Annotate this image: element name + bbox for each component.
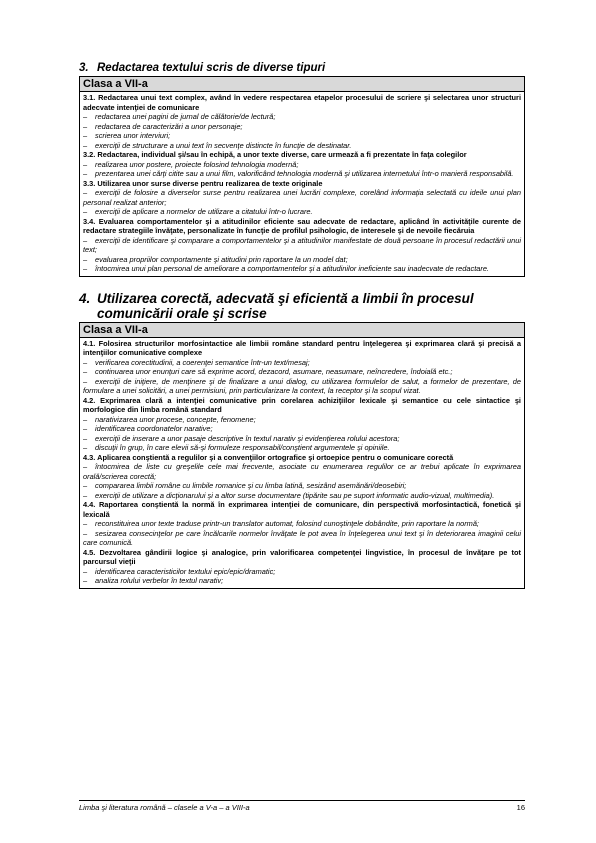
bullet-dash: – (83, 424, 88, 433)
bullet-dash: – (83, 131, 88, 140)
footer-title: Limba şi literatura română – clasele a V-a – a VIII-a (79, 803, 250, 812)
list-item-text: discuţii în grup, în care elevii să-şi formuleze responsabil/conştient argumentele şi opiniile. (95, 443, 390, 452)
list-item-text: evaluarea propriilor comportamente şi atitudini prin raportare la un model dat; (95, 254, 348, 264)
list-item (83, 443, 521, 453)
list-item-text: reconstituirea unor texte traduse printr-un translator automat, folosind cunoştinţele dobândite, prin raportare la normă; (95, 519, 479, 528)
bullet-dash: – (83, 264, 88, 273)
section-3-box (79, 76, 525, 277)
bullet-dash: – (83, 367, 88, 376)
competency-title: 4.2. Exprimarea clară a intenţiei comunicative prin corelarea achiziţiilor lexicale şi semantice cu cele sintactice şi morfologice din limba română standard (83, 395, 521, 414)
list-item-text: sesizarea consecinţelor pe care încălcarile normelor învăţate le pot avea în înţelegerea unui text şi în deteriorarea imaginii celui care comunică. (83, 528, 521, 547)
list-item (83, 367, 521, 377)
bullet-dash: – (83, 414, 88, 424)
bullet-dash: – (83, 528, 88, 538)
list-item (83, 160, 521, 170)
bullet-dash: – (83, 443, 88, 452)
competency-title: 4.4. Raportarea conştientă la normă în exprimarea intenţiei de comunicare, din perspectivă morfosintactică, fonetică şi lexicală (83, 500, 521, 519)
page-number: 16 (516, 803, 525, 812)
list-item-text: scrierea unor interviuri; (95, 131, 171, 140)
list-item-text: identificarea coordonatelor narative; (95, 424, 213, 433)
list-item (83, 169, 521, 179)
list-item (83, 188, 521, 207)
bullet-dash: – (83, 357, 88, 367)
list-item (83, 424, 521, 434)
bullet-dash: – (83, 490, 88, 500)
bullet-dash: – (83, 235, 88, 245)
bullet-dash: – (83, 140, 88, 150)
list-item-text: narativizarea unor procese, concepte, fenomene; (95, 414, 256, 424)
list-item (83, 377, 521, 396)
bullet-dash: – (83, 121, 88, 131)
list-item-text: identificarea caracteristicilor textului epic/epic/dramatic; (95, 566, 276, 576)
list-item-text: verificarea corectitudinii, a coerenţei semantice într-un text/mesaj; (95, 357, 310, 367)
list-item-text: analiza rolului verbelor în textul narativ; (95, 576, 224, 585)
section-4-heading: Utilizarea corectă, adecvată şi eficientă a limbii în procesul comunicării orale şi scrise (97, 290, 474, 321)
list-item-text: realizarea unor postere, proiecte folosind tehnologia modernă; (95, 159, 299, 169)
section-3-heading: Redactarea textului scris de diverse tipuri (97, 62, 326, 74)
section-4-body (80, 338, 524, 588)
bullet-dash: – (83, 481, 88, 490)
document-page (79, 62, 525, 603)
competency-title: 4.1. Folosirea structurilor morfosintactice ale limbii române standard pentru înţelegerea şi exprimarea clară şi precisă a intenţiilor comunicative complexe (83, 338, 521, 357)
list-item-text: compararea limbii române cu limbile romanice şi cu limba latină, sesizând asemănări/deosebiri; (95, 481, 407, 490)
list-item (83, 576, 521, 586)
bullet-dash: – (83, 433, 88, 443)
bullet-dash: – (83, 254, 88, 264)
list-item (83, 529, 521, 548)
bullet-dash: – (83, 112, 88, 121)
page-footer (79, 800, 525, 812)
competency-title: 3.3. Utilizarea unor surse diverse pentru realizarea de texte originale (83, 178, 323, 188)
competency-title: 3.2. Redactarea, individual şi/sau în echipă, a unor texte diverse, care urmează a fi prezentate în faţa colegilor (83, 150, 467, 159)
list-item (83, 434, 521, 444)
list-item-text: exerciţii de utilizare a dicţionarului şi a altor surse documentare (tipărite sau pe suport informatic audio-vizual, multimedia). (95, 490, 495, 500)
list-item-text: exerciţii de folosire a diverselor surse pentru realizarea unei lucrări complexe, corelând informaţia selectată cu ideile unui plan personal realizat anterior; (83, 188, 521, 207)
list-item (83, 131, 521, 141)
bullet-dash: – (83, 188, 88, 197)
list-item (83, 519, 521, 529)
bullet-dash: – (83, 576, 88, 585)
section-4-number: 4. (79, 290, 91, 306)
list-item (83, 122, 521, 132)
list-item (83, 236, 521, 255)
bullet-dash: – (83, 159, 88, 169)
list-item-text: redactarea de caracterizări a unor personaje; (95, 121, 243, 131)
list-item (83, 358, 521, 368)
list-item-text: exerciţii de identificare şi comparare a comportamentelor şi a atitudinilor manifestate de două persoane în procesul redactării unui text; (83, 235, 521, 254)
section-4-title (79, 291, 525, 321)
section-4-class-label: Clasa a VII-a (80, 323, 524, 338)
list-item-text: exerciţii de structurare a unui text în secvenţe distincte în funcţie de destinatar. (95, 140, 352, 150)
competency-title: 4.5. Dezvoltarea gândirii logice şi analogice, prin valorificarea competenţei lingvistice, în procesul de învăţare pe tot parcursul vieţii (83, 547, 521, 566)
list-item (83, 255, 521, 265)
section-4-box (79, 322, 525, 589)
bullet-dash: – (83, 566, 88, 576)
list-item (83, 112, 521, 122)
list-item (83, 462, 521, 481)
section-3-class-label: Clasa a VII-a (80, 77, 524, 92)
list-item (83, 415, 521, 425)
list-item-text: întocmirea unui plan personal de ameliorare a comportamentelor şi a atitudinilor ineficiente sau inadecvate de redactare. (95, 264, 489, 273)
list-item-text: întocmirea de liste cu greşelile cele mai frecvente, asociate cu enumerarea regulilor ce ar trebui aplicate în exprimarea orală/scrierea corectă; (83, 462, 521, 481)
bullet-dash: – (83, 462, 88, 471)
list-item (83, 207, 521, 217)
list-item (83, 567, 521, 577)
list-item (83, 264, 521, 274)
list-item-text: redactarea unei pagini de jurnal de călătorie/de lectură; (95, 112, 276, 121)
list-item-text: continuarea unor enunţuri care să exprime acord, dezacord, asumare, neasumare, neîncredere, îndoială etc.; (95, 367, 453, 376)
list-item-text: exerciţii de inserare a unor pasaje descriptive în textul narativ şi evidenţierea rolului acestora; (95, 433, 400, 443)
list-item (83, 481, 521, 491)
section-3-number: 3. (79, 62, 89, 74)
bullet-dash: – (83, 519, 88, 528)
competency-title: 3.1. Redactarea unui text complex, având în vedere respectarea etapelor procesului de scriere şi selectarea unor structuri adecvate intenţiei de comunicare (83, 93, 521, 112)
competency-title: 4.3. Aplicarea conştientă a regulilor şi a convenţiilor ortografice şi ortoepice pentru o comunicare corectă (83, 452, 454, 462)
list-item (83, 141, 521, 151)
list-item-text: prezentarea unei cărţi citite sau a unui film, valorificând tehnologia modernă şi utilizarea internetului într-o manieră responsabilă. (95, 169, 514, 178)
competency-title: 3.4. Evaluarea comportamentelor şi a atitudinilor eficiente sau adecvate de redactare, aplicând în activităţile curente de redactare strategiile învăţate, personalizate în funcţie de profilul psihologic, de interesele şi de nevoile fiecăruia (83, 216, 521, 235)
list-item-text: exerciţii de aplicare a normelor de utilizare a citatului într-o lucrare. (95, 207, 313, 216)
list-item-text: exerciţii de iniţiere, de menţinere şi de finalizare a unui dialog, cu utilizarea formulelor de salut, a formelor de prezentare, de formulare a unei solicitări, a unei permisiuni, prin particularizare la context, la receptor şi la scopul vizat. (83, 376, 521, 395)
bullet-dash: – (83, 207, 88, 216)
section-3-body (80, 92, 524, 276)
bullet-dash: – (83, 376, 88, 386)
list-item (83, 491, 521, 501)
bullet-dash: – (83, 169, 88, 178)
section-3-title (79, 62, 525, 75)
